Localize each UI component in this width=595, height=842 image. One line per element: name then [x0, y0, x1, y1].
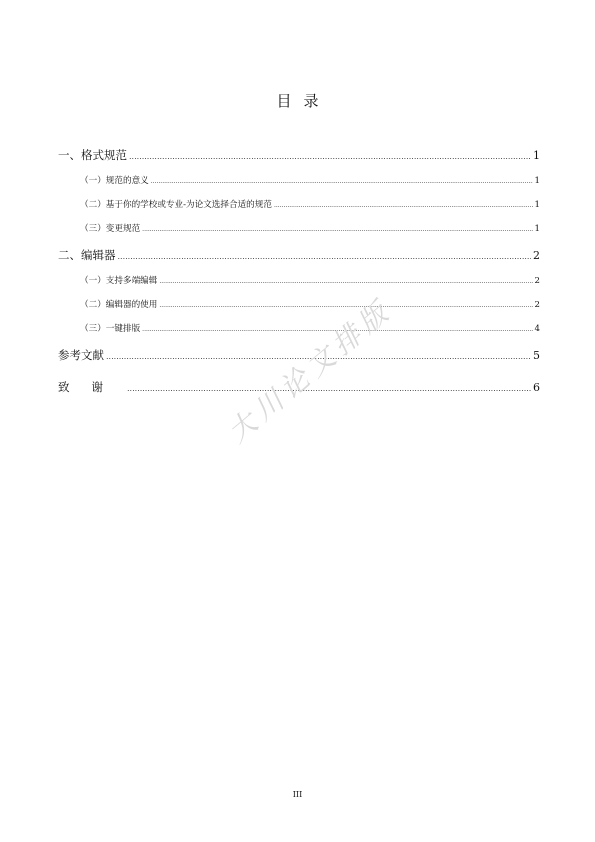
footer-page-number: III — [292, 790, 303, 799]
toc-entry-page: 2 — [533, 249, 540, 262]
toc-entry-label: 参考文献 — [58, 348, 104, 362]
toc-entry-label: （二）编辑器的使用 — [80, 300, 158, 310]
toc-entry-label: 致谢 — [58, 380, 125, 394]
toc-entry-label: （一）支持多端编辑 — [80, 276, 158, 286]
toc-title: 目录 — [276, 92, 331, 110]
toc-entry-change-spec[interactable] — [58, 220, 540, 238]
toc-leader-dots — [142, 221, 532, 239]
toc-entry-one-click-layout[interactable] — [58, 320, 540, 338]
toc-leader-dots — [274, 197, 533, 215]
toc-entry-page: 2 — [534, 300, 540, 310]
toc-entry-label: 二、编辑器 — [58, 248, 116, 262]
toc-leader-dots — [127, 380, 531, 398]
toc-entry-page: 1 — [534, 200, 540, 210]
toc-leader-dots — [118, 248, 532, 266]
toc-entry-label: （一）规范的意义 — [80, 176, 149, 186]
toc-entry-page: 6 — [533, 381, 540, 394]
toc-entry-multi-device[interactable] — [58, 272, 540, 290]
toc-entry-editor[interactable] — [58, 246, 540, 264]
toc-entry-format-spec[interactable] — [58, 146, 540, 164]
toc-leader-dots — [129, 148, 531, 166]
toc-leader-dots — [151, 173, 533, 191]
toc-entry-page: 5 — [533, 349, 540, 362]
toc-entry-page: 1 — [534, 224, 540, 234]
watermark: 大川论文排版 — [221, 292, 399, 450]
toc-entry-choose-spec[interactable] — [58, 196, 540, 214]
toc-entry-page: 1 — [534, 176, 540, 186]
toc-entry-spec-meaning[interactable] — [58, 172, 540, 190]
toc-entry-page: 2 — [534, 276, 540, 286]
toc-entry-editor-usage[interactable] — [58, 296, 540, 314]
toc-entry-label: （三）一键排版 — [80, 324, 141, 334]
toc-entry-label: （二）基于你的学校或专业-为论文选择合适的规范 — [80, 200, 272, 210]
toc-entry-page: 4 — [534, 324, 540, 334]
toc-entry-label: 一、格式规范 — [58, 148, 127, 162]
toc-leader-dots — [159, 273, 532, 291]
toc-entry-page: 1 — [533, 149, 540, 162]
toc-entry-label: （三）变更规范 — [80, 224, 141, 234]
